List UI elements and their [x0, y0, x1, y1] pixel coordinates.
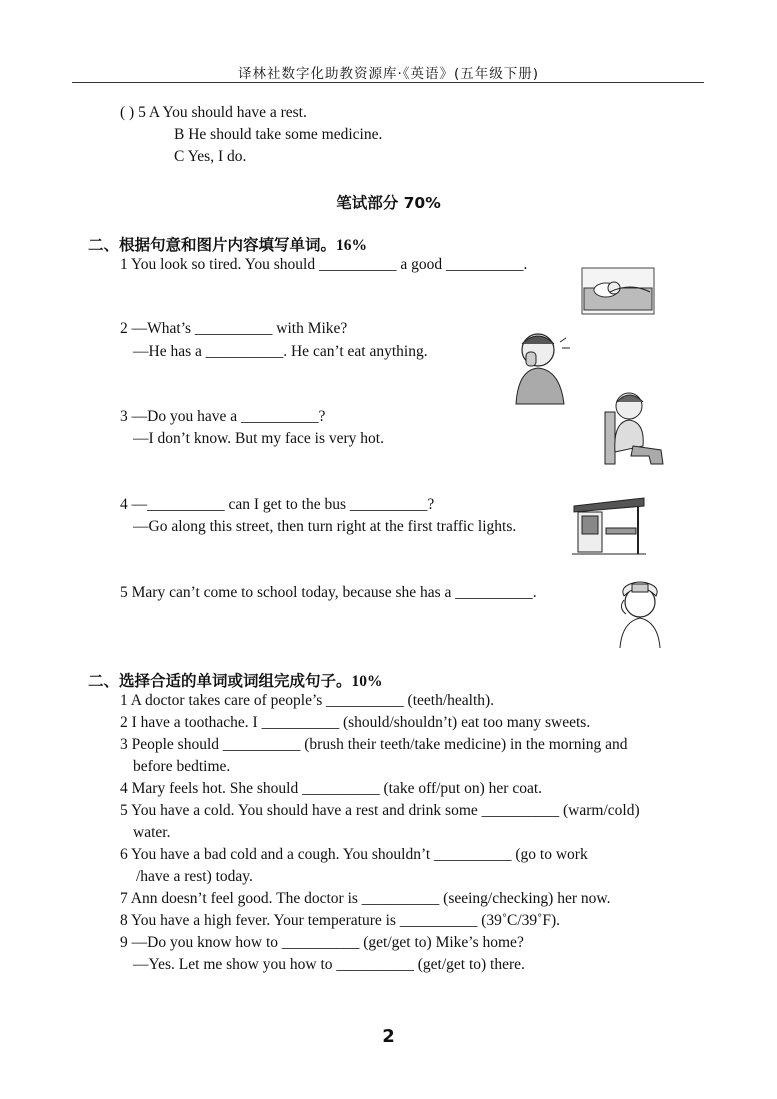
choose-line-6: 6 You have a bad cold and a cough. You shouldn’t __________ (go to work [120, 846, 588, 863]
choose-line-3-cont: before bedtime. [133, 758, 231, 775]
choose-line-5: 5 You have a cold. You should have a rest and drink some __________ (warm/cold) [120, 802, 640, 819]
header-rule [72, 82, 704, 83]
choose-line-4: 4 Mary feels hot. She should __________ (take off/put on) her coat. [120, 780, 543, 797]
section-fill-title [88, 233, 367, 255]
choose-line-2: 2 I have a toothache. I __________ (should/shouldn’t) eat too many sweets. [120, 714, 591, 731]
fill-q1: 1 You look so tired. You should __________ a good __________. [120, 256, 528, 273]
section-fill-score: 16% [336, 237, 368, 254]
q5-option-a: ( ) 5 A You should have a rest. [120, 104, 307, 121]
choose-line-6-cont: /have a rest) today. [136, 868, 253, 885]
section-choose-score: 10% [351, 673, 383, 690]
section-choose-title [88, 669, 383, 691]
bus-stop-image [572, 492, 646, 556]
choose-line-5-cont: water. [133, 824, 171, 841]
choose-line-9: 9 —Do you know how to __________ (get/get to) Mike’s home? [120, 934, 524, 951]
headache-girl-image [610, 578, 672, 650]
fill-q4-line2: —Go along this street, then turn right at the first traffic lights. [133, 518, 517, 535]
fill-q3-line1: 3 —Do you have a __________? [120, 408, 326, 425]
choose-line-3: 3 People should __________ (brush their teeth/take medicine) in the morning and [120, 736, 628, 753]
page-number: 2 [382, 1026, 395, 1047]
fill-q2-line2: —He has a __________. He can’t eat anything. [133, 343, 428, 360]
page-header: 译林社数字化助教资源库·《英语》(五年级下册) [237, 66, 540, 82]
choose-line-1: 1 A doctor takes care of people’s __________ (teeth/health). [120, 692, 495, 709]
sleeping-in-bed-image [580, 262, 656, 316]
fever-boy-sitting-image [603, 388, 667, 468]
fill-q2-line1: 2 —What’s __________ with Mike? [120, 320, 348, 337]
choose-line-8: 8 You have a high fever. Your temperature is __________ (39˚C/39˚F). [120, 912, 560, 929]
choose-line-9-cont: —Yes. Let me show you how to __________ (get/get to) there. [133, 956, 525, 973]
fill-q4-line1: 4 —__________ can I get to the bus __________? [120, 496, 435, 513]
section-choose-title-text: 二、选择合适的单词或词组完成句子。 [88, 672, 352, 690]
q5-option-c: C Yes, I do. [174, 148, 247, 165]
fill-q5: 5 Mary can’t come to school today, because she has a __________. [120, 584, 537, 601]
section-fill-title-text: 二、根据句意和图片内容填写单词。 [88, 236, 337, 254]
fill-q3-line2: —I don’t know. But my face is very hot. [133, 430, 384, 447]
written-part-title: 笔试部分 70% [336, 194, 441, 212]
q5-option-b: B He should take some medicine. [174, 126, 383, 143]
toothache-boy-image [506, 324, 576, 406]
choose-line-7: 7 Ann doesn’t feel good. The doctor is __________ (seeing/checking) her now. [120, 890, 611, 907]
